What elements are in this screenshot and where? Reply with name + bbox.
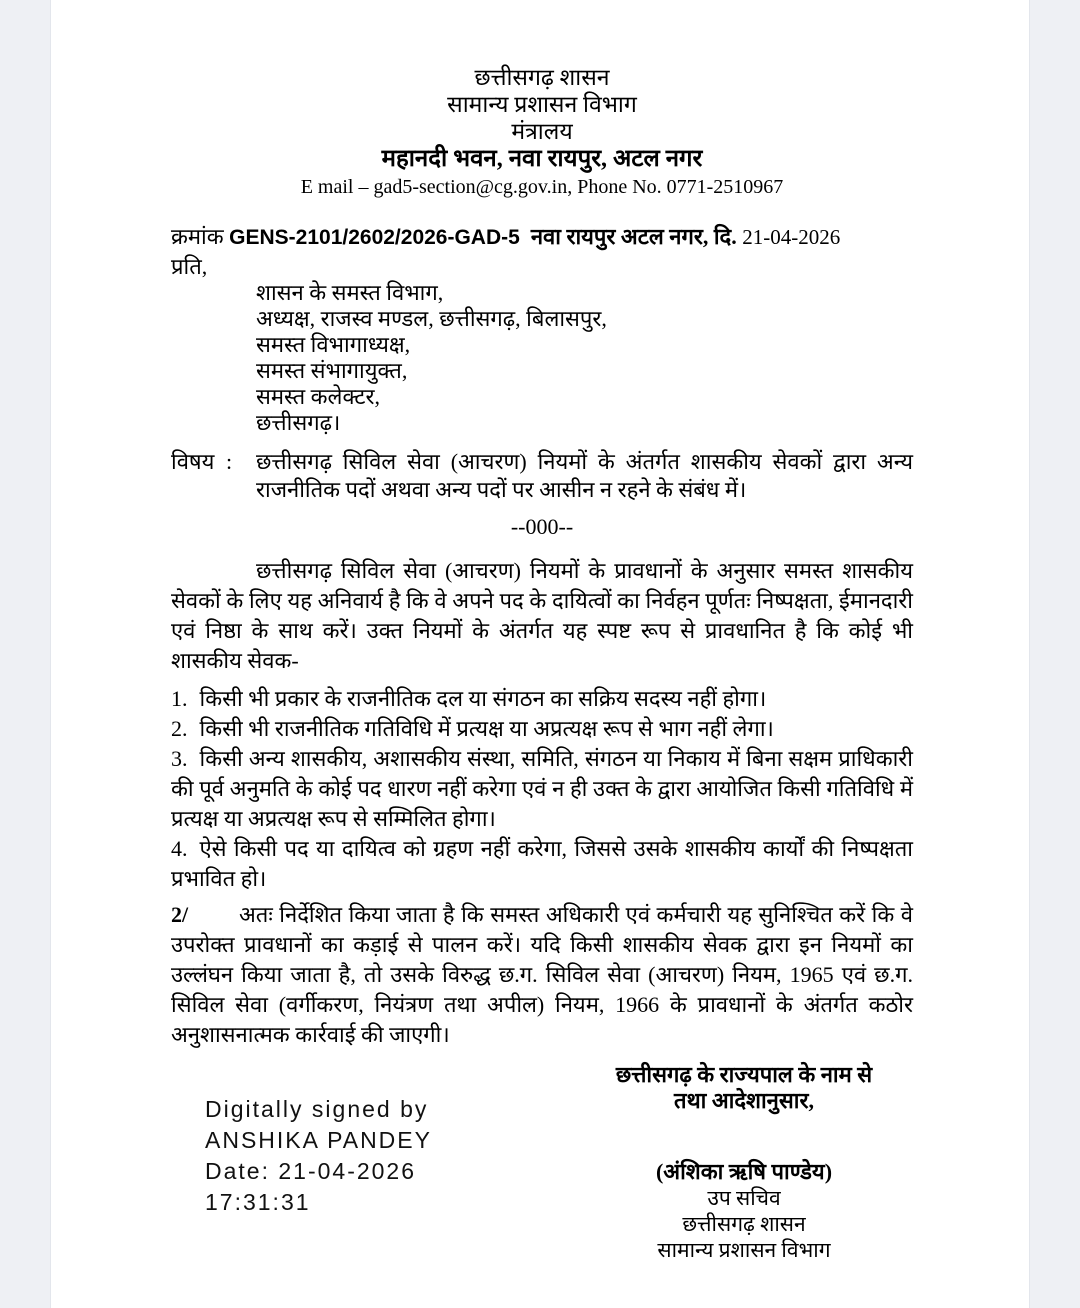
body-paragraph-1: छत्तीसगढ़ सिविल सेवा (आचरण) नियमों के प्रावधानों के अनुसार समस्त शासकीय सेवकों के लिए यह अनिवार्य है कि वे अपने पद के दायित्वों का निर्वहन पूर्णतः निष्पक्षता, ईमानदारी एवं निष्ठा के साथ करें। उक्त नियमों के अंतर्गत यह स्पष्ट रूप से प्रावधानित है कि कोई भी शासकीय सेवक- — [171, 558, 913, 673]
paragraph-text: अतः निर्देशित किया जाता है कि समस्त अधिकारी एवं कर्मचारी यह सुनिश्चित करें कि वे उपरोक्त प्रावधानों का कड़ाई से पालन करें। यदि किसी शासकीय सेवक द्वारा इन नियमों का उल्लंघन किया जाता है, तो उसके विरुद्ध छ.ग. सिविल सेवा (आचरण) नियम, 1965 एवं छ.ग. सिविल सेवा (वर्गीकरण, नियंत्रण तथा अपील) नियम, 1966 के प्रावधानों के अंतर्गत कठोर अनुशासनात्मक कार्रवाई की जाएगी। — [171, 902, 913, 1047]
letterhead-address: महानदी भवन, नवा रायपुर, अटल नगर — [381, 146, 703, 172]
signatory-org-dept: सामान्य प्रशासन विभाग — [657, 1238, 831, 1262]
addressee-item: छत्तीसगढ़। — [256, 410, 341, 435]
reference-date: 21-04-2026 — [742, 225, 841, 249]
section-divider: --000-- — [510, 514, 574, 539]
signatory-name: (अंशिका ऋषि पाण्डेय) — [655, 1159, 833, 1184]
paragraph-number: 2/ — [171, 902, 189, 927]
addressee-list — [171, 280, 913, 436]
list-item-number: 1. — [171, 686, 188, 711]
letterhead-government: छत्तीसगढ़ शासन — [474, 65, 610, 90]
digital-signature-date: Date: 21-04-2026 — [205, 1158, 417, 1184]
document-page — [50, 0, 1030, 1308]
digital-signature-name: ANSHIKA PANDEY — [205, 1127, 432, 1153]
reference-line — [171, 221, 913, 253]
salutation: प्रति, — [171, 254, 208, 279]
list-item-number: 2. — [171, 716, 188, 741]
list-item — [171, 834, 913, 894]
rules-list — [171, 684, 913, 894]
list-item — [171, 744, 913, 834]
subject-colon: : — [226, 449, 233, 474]
digital-signature-time: 17:31:31 — [205, 1189, 311, 1215]
signatory-org: छत्तीसगढ़ शासन — [682, 1212, 806, 1236]
list-item-text: किसी भी राजनीतिक गतिविधि में प्रत्यक्ष या अप्रत्यक्ष रूप से भाग नहीं लेगा। — [199, 716, 774, 741]
signatory-designation: उप सचिव — [707, 1186, 781, 1210]
authority-line: छत्तीसगढ़ के राज्यपाल के नाम से — [615, 1062, 873, 1087]
list-item-text: किसी अन्य शासकीय, अशासकीय संस्था, समिति, संगठन या निकाय में बिना सक्षम प्राधिकारी की पूर्व अनुमति के कोई पद धारण नहीं करेगा एवं न ही उक्त के द्वारा आयोजित किसी गतिविधि में प्रत्यक्ष या अप्रत्यक्ष रूप से सम्मिलित होगा। — [171, 746, 913, 831]
subject-label: विषय — [171, 449, 215, 474]
signature-area — [171, 1062, 913, 1277]
list-item-text: ऐसे किसी पद या दायित्व को ग्रहण नहीं करेगा, जिससे उसके शासकीय कार्यों की निष्पक्षता प्रभावित हो। — [171, 836, 913, 891]
list-item-number: 3. — [171, 746, 188, 771]
list-item — [171, 684, 913, 714]
list-item — [171, 714, 913, 744]
authority-line: तथा आदेशानुसार, — [674, 1088, 814, 1113]
list-item-number: 4. — [171, 836, 188, 861]
addressee-item: समस्त संभागायुक्त, — [256, 358, 408, 383]
reference-place-date-label: नवा रायपुर अटल नगर, दि. — [530, 224, 737, 249]
digital-signature-stamp — [205, 1094, 432, 1218]
letterhead-contact: E mail – gad5-section@cg.gov.in, Phone No. 0771-2510967 — [300, 176, 784, 198]
addressee-item: शासन के समस्त विभाग, — [256, 280, 444, 305]
list-item-text: किसी भी प्रकार के राजनीतिक दल या संगठन का सक्रिय सदस्य नहीं होगा। — [199, 686, 767, 711]
reference-number: GENS-2101/2602/2026-GAD-5 — [229, 226, 520, 249]
letterhead-ministry: मंत्रालय — [511, 119, 573, 144]
subject-row — [171, 448, 913, 504]
signature-block — [563, 1062, 925, 1263]
addressee-item: समस्त कलेक्टर, — [256, 384, 381, 409]
letterhead — [171, 64, 913, 201]
subject-text: छत्तीसगढ़ सिविल सेवा (आचरण) नियमों के अंतर्गत शासकीय सेवकों द्वारा अन्य राजनीतिक पदों अथवा अन्य पदों पर आसीन न रहने के संबंध में। — [256, 449, 913, 502]
letterhead-department: सामान्य प्रशासन विभाग — [447, 92, 637, 117]
body-paragraph-2 — [171, 900, 913, 1050]
addressee-item: अध्यक्ष, राजस्व मण्डल, छत्तीसगढ़, बिलासपुर, — [256, 306, 607, 331]
digital-signature-line: Digitally signed by — [205, 1096, 429, 1122]
reference-label: क्रमांक — [171, 224, 224, 249]
addressee-item: समस्त विभागाध्यक्ष, — [256, 332, 411, 357]
